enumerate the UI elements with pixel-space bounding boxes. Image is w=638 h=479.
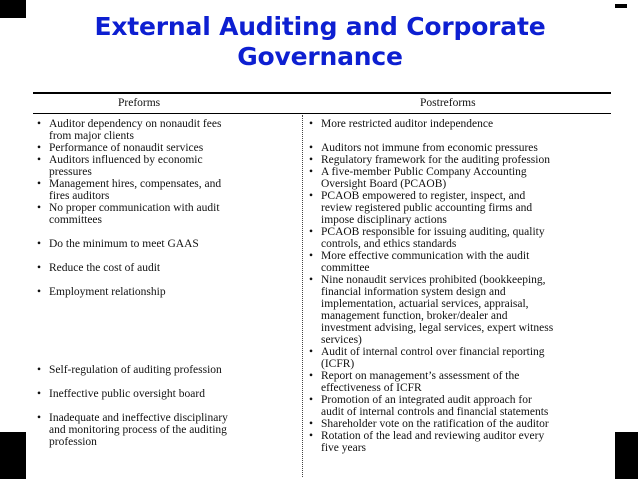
left-edge-bar (0, 0, 26, 479)
bullet-icon: • (309, 226, 314, 238)
bullet-icon: • (37, 262, 42, 274)
postreforms-item (308, 190, 532, 226)
preforms-item (36, 238, 199, 250)
left-edge-block-top (0, 0, 26, 18)
postreforms-item (308, 394, 548, 418)
bullet-icon: • (309, 394, 314, 406)
postreforms-item-line: Audit of internal control over financial reporting (321, 346, 545, 358)
preforms-item-line: Auditor dependency on nonaudit fees (49, 118, 222, 130)
preforms-item-line: fires auditors (49, 190, 110, 202)
postreforms-item (308, 166, 527, 190)
postreforms-item (308, 370, 519, 394)
column-header-preforms: Preforms (118, 97, 161, 109)
preforms-item-line: and monitoring process of the auditing (49, 424, 227, 436)
postreforms-item (308, 430, 544, 454)
preforms-item (36, 388, 205, 400)
bullet-icon: • (309, 142, 314, 154)
preforms-item-line: No proper communication with audit (49, 202, 220, 214)
postreforms-item-line: A five-member Public Company Accounting (321, 166, 527, 178)
bullet-icon: • (309, 118, 314, 130)
postreforms-item-line: services) (321, 334, 362, 346)
postreforms-item-line: five years (321, 442, 367, 454)
postreforms-item-line: implementation, actuarial services, appraisal, (321, 298, 529, 310)
postreforms-item-line: Report on management’s assessment of the (321, 370, 520, 382)
bullet-icon: • (37, 238, 42, 250)
postreforms-item-line: Nine nonaudit services prohibited (bookkeeping, (321, 274, 546, 286)
preforms-item (36, 202, 220, 226)
postreforms-item (308, 346, 545, 370)
bullet-icon: • (309, 418, 314, 430)
postreforms-item-line: PCAOB empowered to register, inspect, and (321, 190, 526, 202)
postreforms-item-line: audit of internal controls and financial statements (321, 406, 549, 418)
preforms-item (36, 178, 221, 202)
slide-title-line-2: Governance (237, 42, 403, 71)
right-edge-tick (615, 4, 627, 8)
bullet-icon: • (309, 346, 314, 358)
preforms-item-line: profession (49, 436, 97, 448)
preforms-item-line: Reduce the cost of audit (49, 262, 161, 274)
bullet-icon: • (37, 286, 42, 298)
postreforms-item-line: Regulatory framework for the auditing profession (321, 154, 550, 166)
bullet-icon: • (309, 430, 314, 442)
postreforms-item-line: effectiveness of ICFR (321, 382, 422, 394)
postreforms-item-line: Rotation of the lead and reviewing auditor every (321, 430, 545, 442)
bullet-icon: • (309, 274, 314, 286)
right-edge-bar (615, 0, 638, 479)
preforms-item (36, 412, 228, 448)
bullet-icon: • (37, 178, 42, 190)
postreforms-item (308, 226, 545, 250)
postreforms-item (308, 154, 550, 166)
bullet-icon: • (37, 154, 42, 166)
preforms-item-line: Do the minimum to meet GAAS (49, 238, 199, 250)
preforms-item-line: committees (49, 214, 103, 226)
bullet-icon: • (37, 142, 42, 154)
postreforms-item-line: controls, and ethics standards (321, 238, 457, 250)
slide-title (40, 12, 600, 72)
postreforms-item-line: More effective communication with the audit (321, 250, 530, 262)
preforms-item (36, 286, 166, 298)
postreforms-item-line: review registered public accounting firms and (321, 202, 533, 214)
postreforms-item (308, 118, 493, 130)
table-top-rule (33, 92, 611, 94)
postreforms-item-line: Promotion of an integrated audit approach for (321, 394, 532, 406)
bullet-icon: • (37, 202, 42, 214)
preforms-item (36, 262, 160, 274)
postreforms-item (308, 418, 549, 430)
table-column-divider (302, 115, 304, 477)
bullet-icon: • (309, 166, 314, 178)
postreforms-item (308, 142, 538, 154)
postreforms-item (308, 250, 529, 274)
postreforms-item-line: committee (321, 262, 370, 274)
preforms-item-line: Ineffective public oversight board (49, 388, 205, 400)
preforms-item-line: Performance of nonaudit services (49, 142, 204, 154)
bullet-icon: • (37, 118, 42, 130)
preforms-item (36, 154, 203, 178)
preforms-item-line: Employment relationship (49, 286, 166, 298)
postreforms-item-line: investment advising, legal services, expert witness (321, 322, 554, 334)
preforms-item (36, 142, 203, 154)
bullet-icon: • (37, 388, 42, 400)
table-header-rule (33, 113, 611, 114)
postreforms-item-line: (ICFR) (321, 358, 355, 370)
right-edge-block-bottom (615, 432, 638, 479)
postreforms-item-line: PCAOB responsible for issuing auditing, quality (321, 226, 545, 238)
bullet-icon: • (37, 412, 42, 424)
bullet-icon: • (309, 250, 314, 262)
column-header-postreforms: Postreforms (420, 97, 476, 109)
preforms-item (36, 364, 222, 376)
postreforms-item-line: financial information system design and (321, 286, 506, 298)
left-edge-block-bottom (0, 432, 26, 479)
preforms-item-line: pressures (49, 166, 92, 178)
postreforms-item-line: Auditors not immune from economic pressures (321, 142, 538, 154)
bullet-icon: • (309, 154, 314, 166)
postreforms-item-line: More restricted auditor independence (321, 118, 494, 130)
postreforms-item-line: impose disciplinary actions (321, 214, 447, 226)
preforms-item-line: Self-regulation of auditing profession (49, 364, 222, 376)
postreforms-item-line: management function, broker/dealer and (321, 310, 508, 322)
bullet-icon: • (309, 370, 314, 382)
preforms-item-line: Auditors influenced by economic (49, 154, 203, 166)
preforms-item-line: from major clients (49, 130, 134, 142)
bullet-icon: • (37, 364, 42, 376)
postreforms-item-line: Oversight Board (PCAOB) (321, 178, 447, 190)
preforms-item (36, 118, 221, 142)
preforms-item-line: Inadequate and ineffective disciplinary (49, 412, 228, 424)
postreforms-item-line: Shareholder vote on the ratification of the auditor (321, 418, 549, 430)
slide-title-line-1: External Auditing and Corporate (94, 12, 546, 41)
bullet-icon: • (309, 190, 314, 202)
postreforms-item (308, 274, 553, 346)
preforms-item-line: Management hires, compensates, and (49, 178, 222, 190)
